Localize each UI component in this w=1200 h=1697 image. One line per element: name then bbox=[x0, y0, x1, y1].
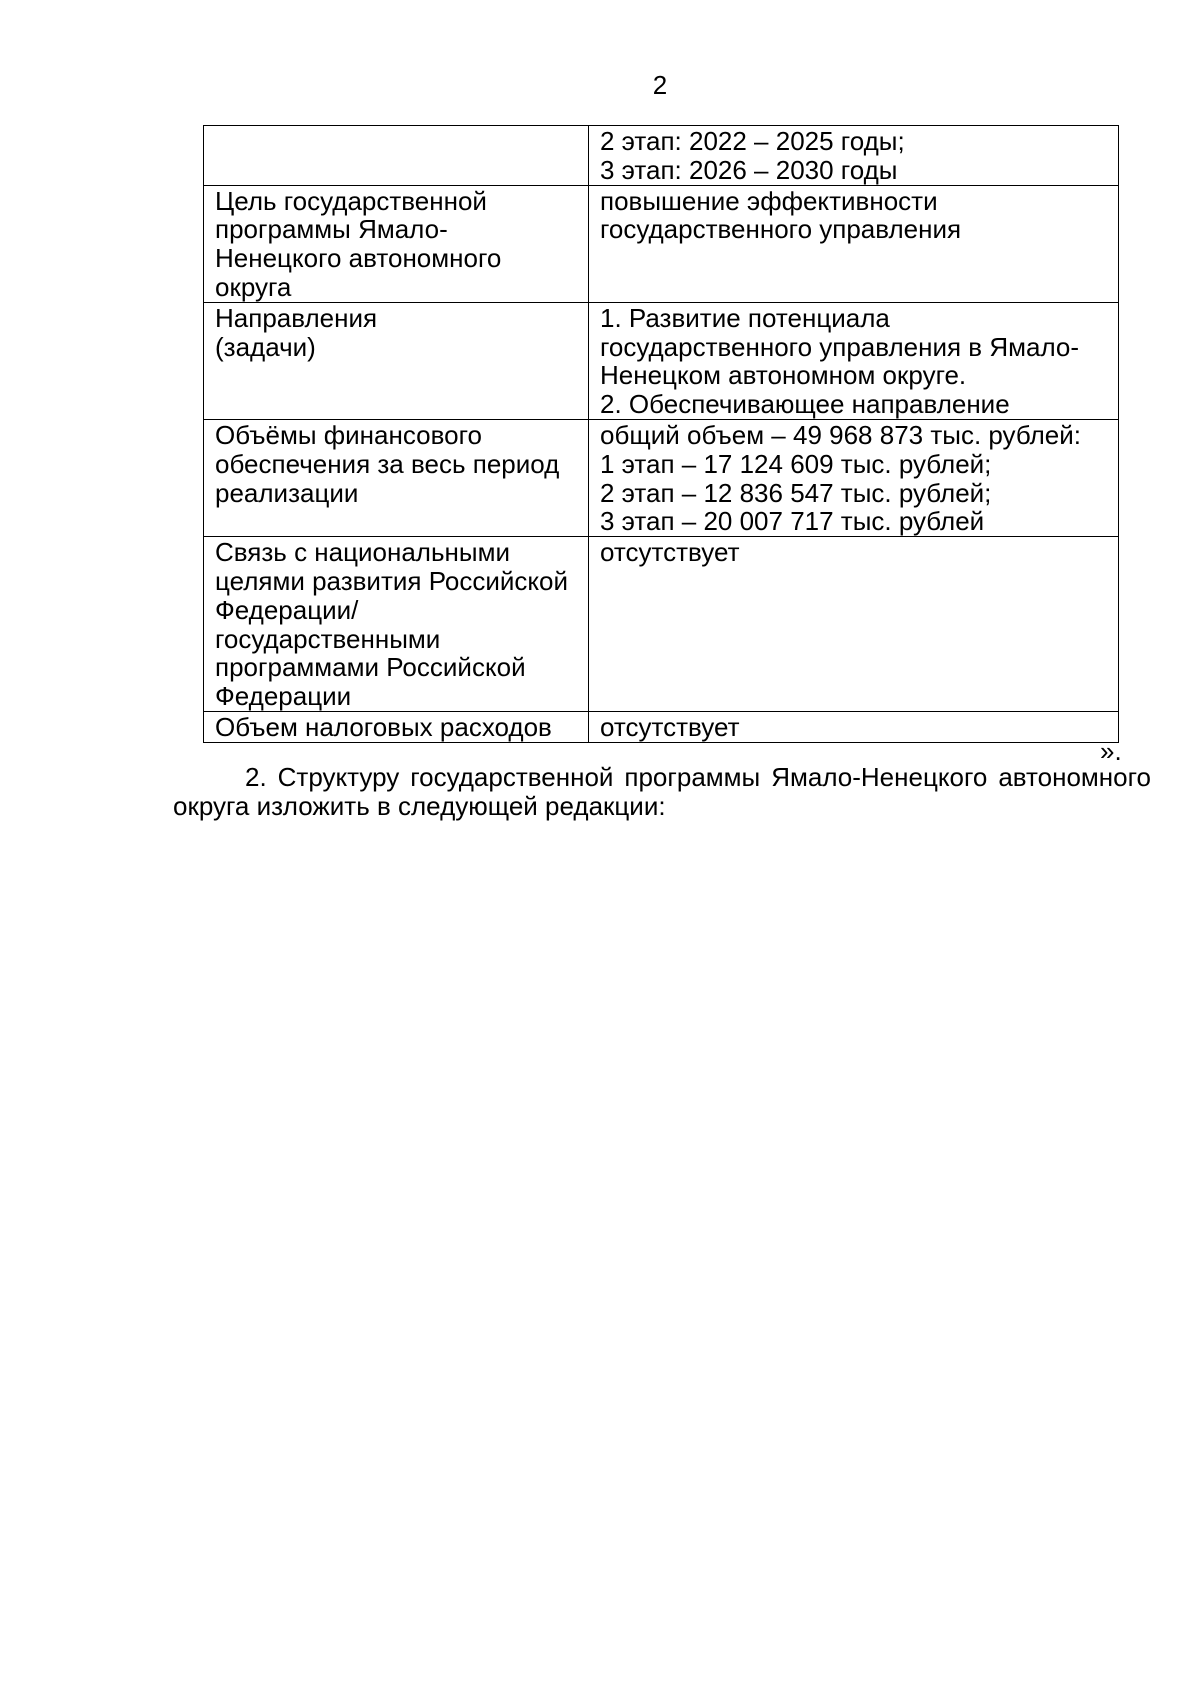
row-label-cell: Связь с национальными целями развития Российской Федерации/ государственными программами Российской Федерации bbox=[204, 537, 589, 712]
table-row bbox=[204, 302, 1119, 419]
row-label-cell: Объем налоговых расходов bbox=[204, 711, 589, 742]
row-label-cell: Направления (задачи) bbox=[204, 302, 589, 419]
table-row bbox=[204, 711, 1119, 742]
row-value-cell: повышение эффективности государственного управления bbox=[589, 185, 1119, 302]
program-passport-table bbox=[203, 125, 1119, 743]
row-value-cell: 1. Развитие потенциала государственного управления в Ямало- Ненецком автономном округе. 2. Обеспечивающее направление bbox=[589, 302, 1119, 419]
row-value-cell: общий объем – 49 968 873 тыс. рублей: 1 этап – 17 124 609 тыс. рублей; 2 этап – 12 836 547 тыс. рублей; 3 этап – 20 007 717 тыс. рублей bbox=[589, 419, 1119, 536]
row-value-cell: отсутствует bbox=[589, 711, 1119, 742]
closing-quote: ». bbox=[1100, 736, 1122, 766]
row-label-cell: Объёмы финансового обеспечения за весь период реализации bbox=[204, 419, 589, 536]
table-row bbox=[204, 126, 1119, 186]
row-label-cell bbox=[204, 126, 589, 186]
row-label-cell: Цель государственной программы Ямало- Ненецкого автономного округа bbox=[204, 185, 589, 302]
table-row bbox=[204, 185, 1119, 302]
row-value-cell: 2 этап: 2022 – 2025 годы; 3 этап: 2026 – 2030 годы bbox=[589, 126, 1119, 186]
body-paragraph: 2. Структуру государственной программы Ямало-Ненецкого автономного округа изложить в следующей редакции: bbox=[173, 762, 1151, 821]
table-row bbox=[204, 419, 1119, 536]
page-number: 2 bbox=[652, 70, 668, 100]
row-value-cell: отсутствует bbox=[589, 537, 1119, 712]
table-row bbox=[204, 537, 1119, 712]
